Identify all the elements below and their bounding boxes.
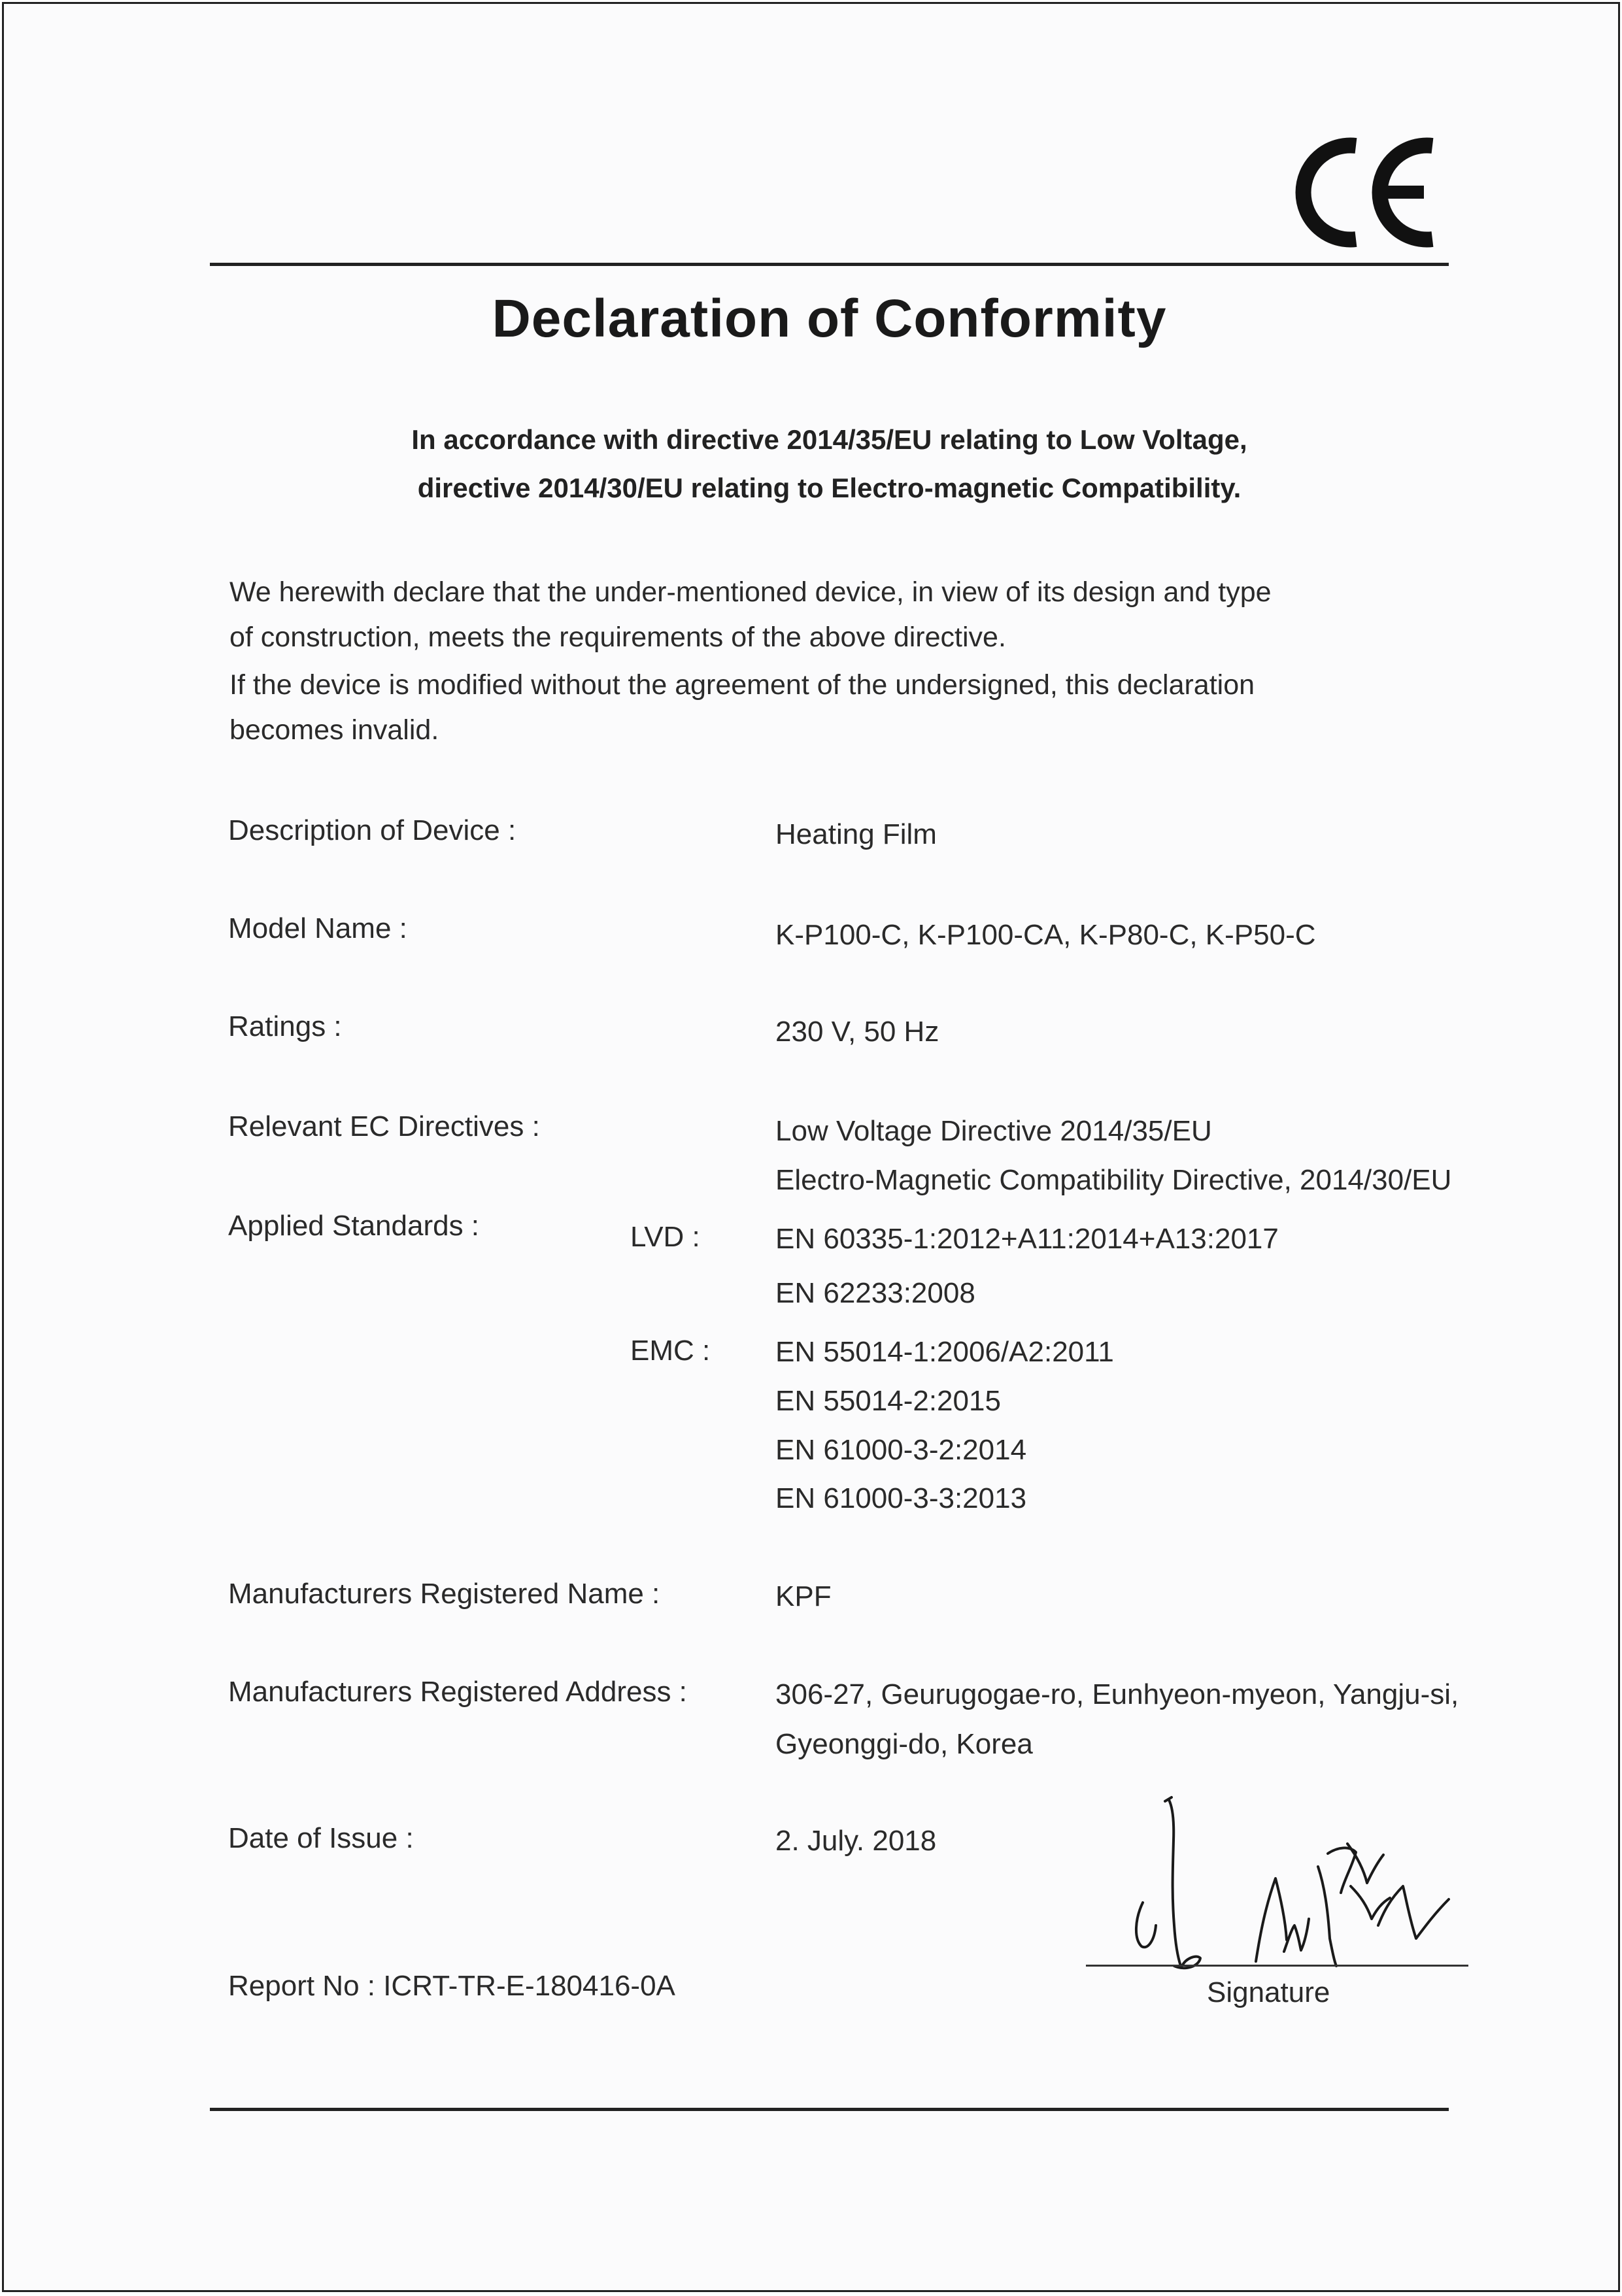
emc-standard-4: EN 61000-3-3:2013 xyxy=(775,1482,1027,1514)
manufacturer-address-label: Manufacturers Registered Address : xyxy=(228,1676,687,1708)
signature-caption: Signature xyxy=(1207,1976,1330,2008)
model-value: K-P100-C, K-P100-CA, K-P80-C, K-P50-C xyxy=(775,919,1316,951)
handwritten-signature xyxy=(1109,1795,1501,1991)
model-label: Model Name : xyxy=(228,912,407,944)
subtitle-line-2: directive 2014/30/EU relating to Electro-magnetic Compatibility. xyxy=(417,473,1242,503)
date-value: 2. July. 2018 xyxy=(775,1825,937,1857)
intro-line-2: of construction, meets the requirements of the above directive. xyxy=(229,622,1006,653)
ratings-label: Ratings : xyxy=(228,1010,342,1042)
page-title: Declaration of Conformity xyxy=(492,289,1167,348)
directives-label: Relevant EC Directives : xyxy=(228,1110,540,1142)
date-label: Date of Issue : xyxy=(228,1822,414,1854)
subtitle-line-1: In accordance with directive 2014/35/EU relating to Low Voltage, xyxy=(411,424,1247,455)
directive-value-1: Low Voltage Directive 2014/35/EU xyxy=(775,1115,1212,1147)
emc-label: EMC : xyxy=(630,1335,711,1367)
intro-line-4: becomes invalid. xyxy=(229,714,439,746)
top-divider xyxy=(210,263,1449,266)
manufacturer-address-line-1: 306-27, Geurugogae-ro, Eunhyeon-myeon, Yangju-si, xyxy=(775,1678,1459,1710)
description-label: Description of Device : xyxy=(228,814,516,846)
ce-mark-icon xyxy=(1285,131,1449,252)
manufacturer-address-line-2: Gyeonggi-do, Korea xyxy=(775,1728,1033,1760)
lvd-standard-2: EN 62233:2008 xyxy=(775,1277,975,1309)
bottom-divider xyxy=(210,2108,1449,2111)
report-number: Report No : ICRT-TR-E-180416-0A xyxy=(228,1970,675,2002)
lvd-label: LVD : xyxy=(630,1221,700,1253)
manufacturer-name-value: KPF xyxy=(775,1580,832,1612)
lvd-standard-1: EN 60335-1:2012+A11:2014+A13:2017 xyxy=(775,1223,1279,1255)
emc-standard-3: EN 61000-3-2:2014 xyxy=(775,1434,1027,1466)
emc-standard-2: EN 55014-2:2015 xyxy=(775,1385,1001,1417)
emc-standard-1: EN 55014-1:2006/A2:2011 xyxy=(775,1336,1114,1368)
declaration-page xyxy=(2,2,1620,2292)
standards-label: Applied Standards : xyxy=(228,1210,480,1242)
manufacturer-name-label: Manufacturers Registered Name : xyxy=(228,1578,660,1610)
signature-line xyxy=(1086,1965,1468,1967)
description-value: Heating Film xyxy=(775,818,937,850)
directive-value-2: Electro-Magnetic Compatibility Directive, 2014/30/EU xyxy=(775,1164,1452,1196)
ratings-value: 230 V, 50 Hz xyxy=(775,1016,939,1048)
intro-line-3: If the device is modified without the agreement of the undersigned, this declaration xyxy=(229,669,1255,701)
intro-line-1: We herewith declare that the under-mentioned device, in view of its design and type xyxy=(229,576,1272,608)
